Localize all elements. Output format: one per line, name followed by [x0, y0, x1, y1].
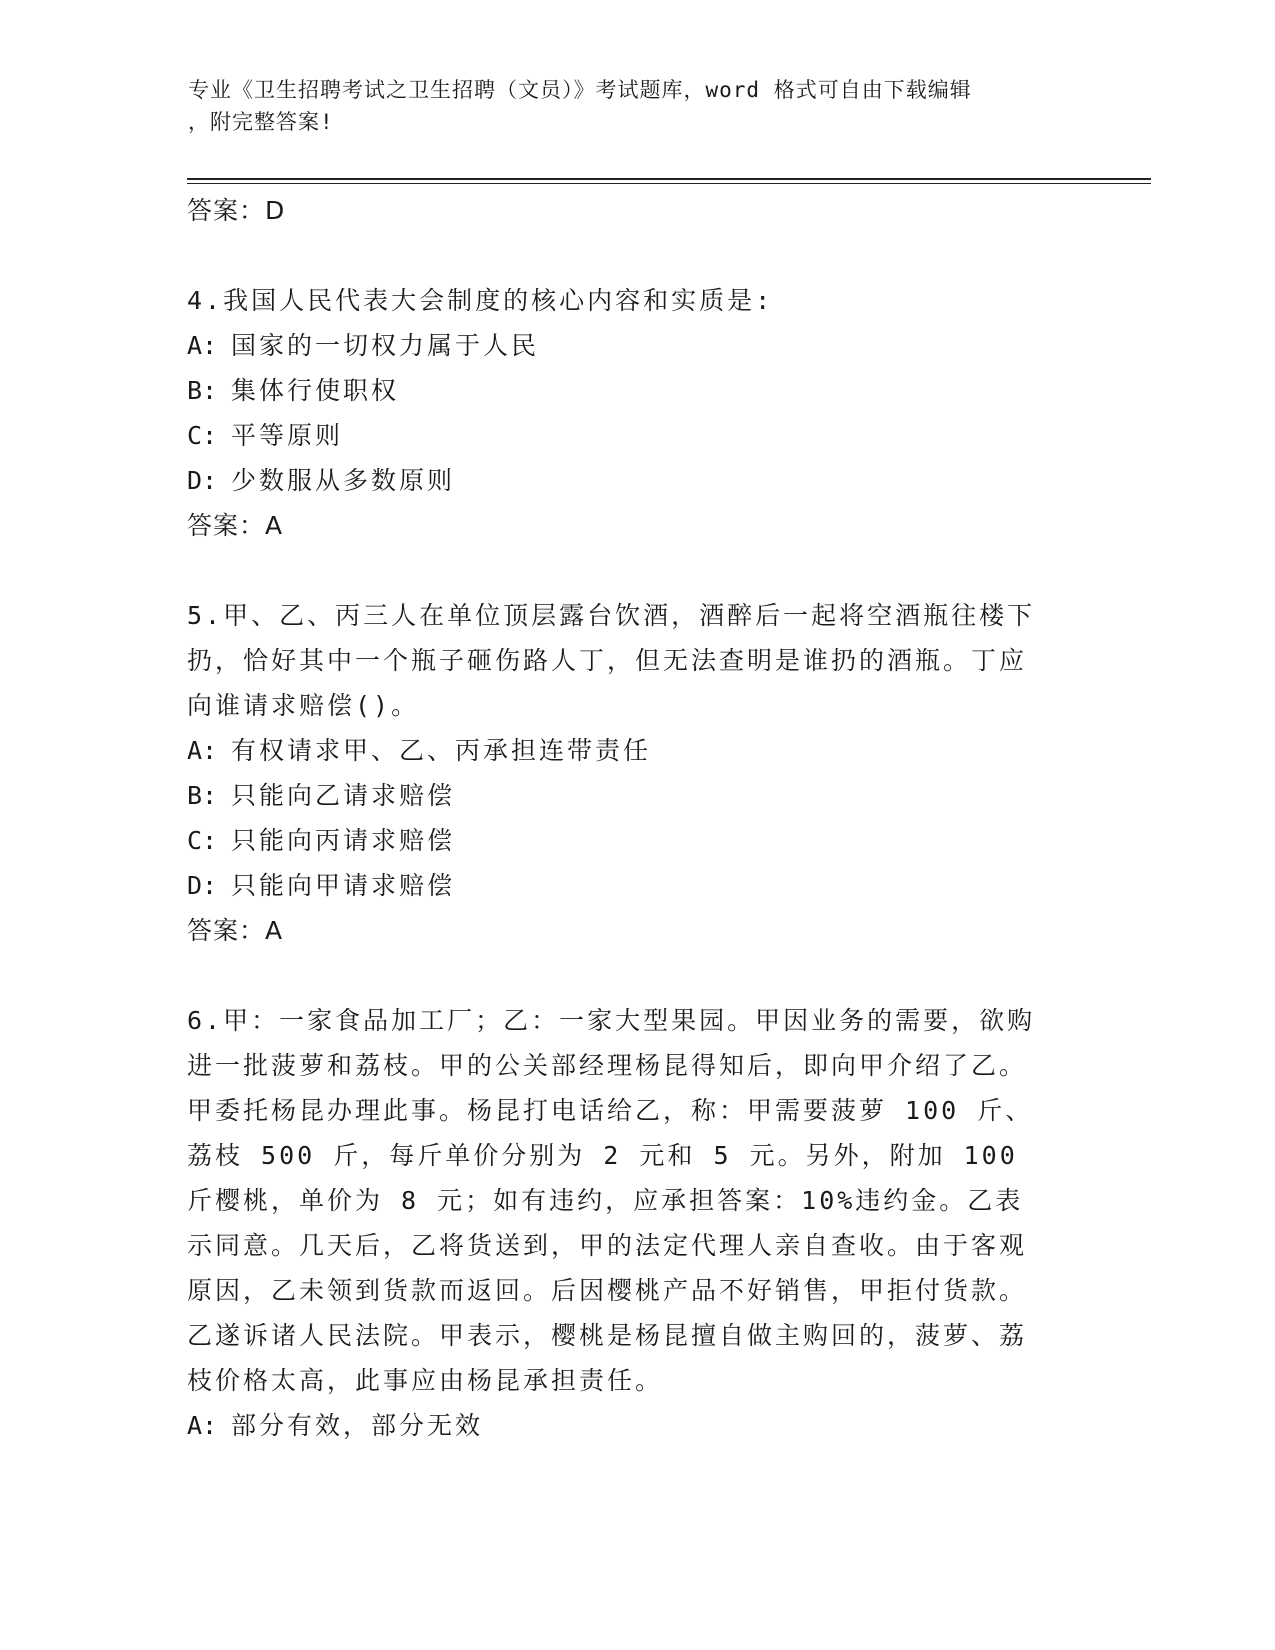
option-text: 只能向丙请求赔偿	[231, 826, 456, 855]
question-gap	[187, 234, 1087, 278]
option-item	[187, 323, 1087, 368]
answer-line: 答案：A	[187, 916, 284, 945]
header-line-2: ，附完整答案!	[188, 110, 334, 134]
document-header	[188, 74, 1068, 138]
option-label: C:	[187, 421, 218, 450]
option-label: D:	[187, 466, 218, 495]
answer-line: 答案：A	[187, 511, 284, 540]
header-divider-thin	[187, 183, 1151, 184]
question-gap	[187, 549, 1087, 593]
question-stem: 4.我国人民代表大会制度的核心内容和实质是:	[187, 286, 774, 315]
option-item	[187, 368, 1087, 413]
option-text: 只能向乙请求赔偿	[231, 781, 456, 810]
question-stem: 5.甲、乙、丙三人在单位顶层露台饮酒，酒醉后一起将空酒瓶往楼下扔，恰好其中一个瓶子砸伤路人丁，但无法查明是谁扔的酒瓶。丁应向谁请求赔偿()。	[187, 601, 1036, 720]
option-item	[187, 1403, 1087, 1448]
option-label: A:	[187, 1411, 218, 1440]
option-label: B:	[187, 376, 218, 405]
document-body	[187, 188, 1087, 1448]
question-gap	[187, 954, 1087, 998]
option-label: D:	[187, 871, 218, 900]
option-item	[187, 818, 1087, 863]
option-item	[187, 458, 1087, 503]
option-text: 有权请求甲、乙、丙承担连带责任	[231, 736, 652, 765]
option-label: B:	[187, 781, 218, 810]
option-text: 国家的一切权力属于人民	[231, 331, 540, 360]
header-divider-thick	[187, 178, 1151, 180]
question-stem: 6.甲：一家食品加工厂；乙：一家大型果园。甲因业务的需要，欲购进一批菠萝和荔枝。甲的公关部经理杨昆得知后，即向甲介绍了乙。甲委托杨昆办理此事。杨昆打电话给乙，称：甲需要菠萝 100 斤、荔枝 500 斤，每斤单价分别为 2 元和 5 元。另外，附加 100 斤樱桃，单价为 8 元；如有违约，应承担答案：10%违约金。乙表示同意。几天后，乙将货送到，甲的法定代理人亲自查收。由于客观原因，乙未领到货款而返回。后因樱桃产品不好销售，甲拒付货款。乙遂诉诸人民法院。甲表示，樱桃是杨昆擅自做主购回的，菠萝、荔枝价格太高，此事应由杨昆承担责任。	[187, 1006, 1036, 1395]
option-text: 只能向甲请求赔偿	[231, 871, 456, 900]
question-block	[187, 998, 1087, 1448]
option-item	[187, 728, 1087, 773]
answer-line: 答案：D	[187, 196, 286, 225]
option-text: 少数服从多数原则	[231, 466, 456, 495]
option-item	[187, 413, 1087, 458]
option-text: 部分有效，部分无效	[231, 1411, 484, 1440]
option-item	[187, 863, 1087, 908]
question-block	[187, 278, 1087, 549]
question-block	[187, 593, 1087, 954]
option-text: 集体行使职权	[231, 376, 400, 405]
option-item	[187, 773, 1087, 818]
option-text: 平等原则	[231, 421, 344, 450]
header-line-1: 专业《卫生招聘考试之卫生招聘（文员）》考试题库，word 格式可自由下载编辑	[188, 78, 972, 102]
option-label: A:	[187, 331, 218, 360]
option-label: C:	[187, 826, 218, 855]
option-label: A:	[187, 736, 218, 765]
